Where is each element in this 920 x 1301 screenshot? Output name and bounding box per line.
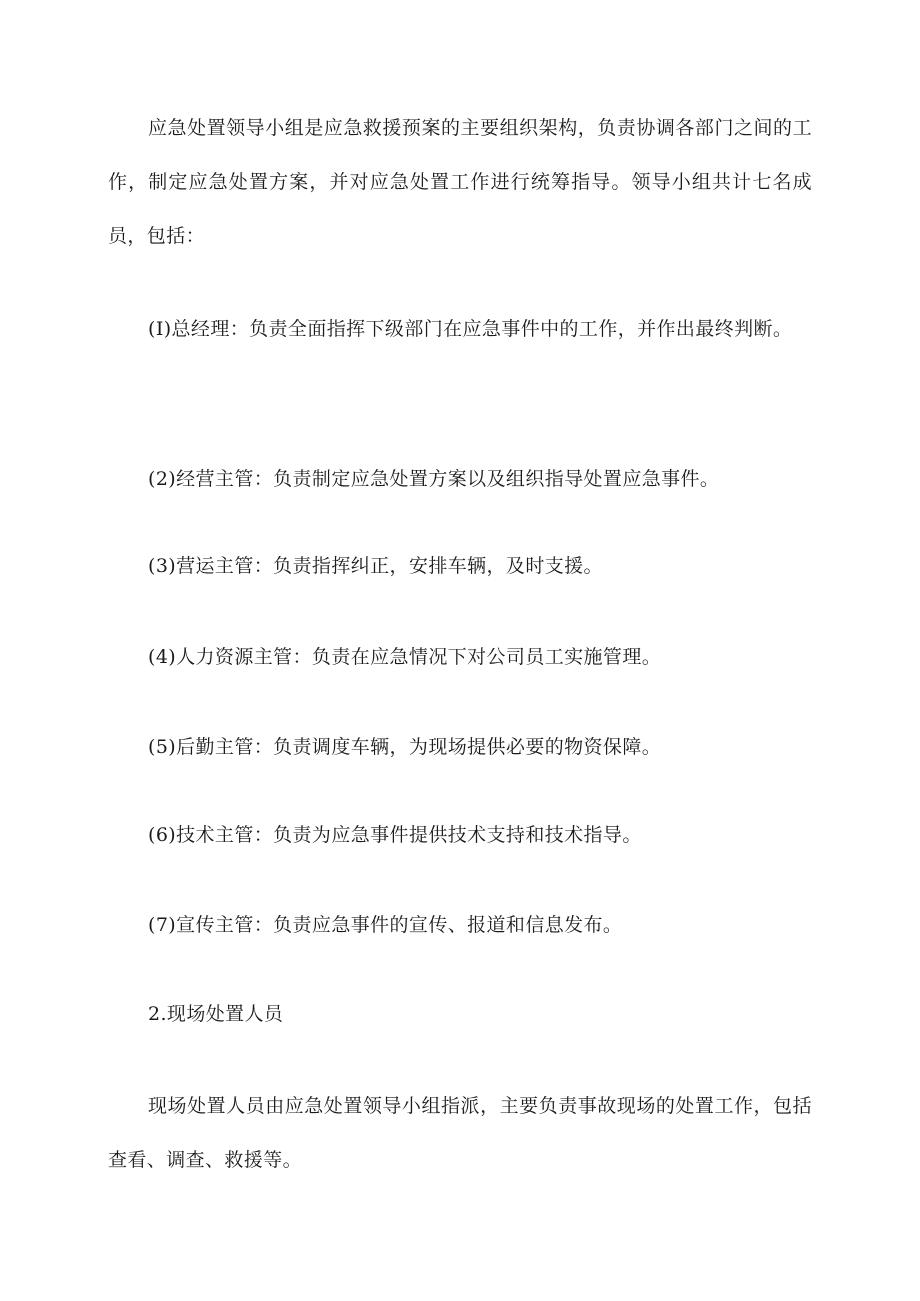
member-item-operations-supervisor: (3)营运主管：负责指挥纠正，安排车辆，及时支援。	[148, 555, 603, 577]
member-item-logistics-supervisor: (5)后勤主管：负责调度车辆，为现场提供必要的物资保障。	[148, 736, 662, 758]
member-item-technical-supervisor: (6)技术主管：负责为应急事件提供技术支持和技术指导。	[148, 824, 642, 846]
member-item-publicity-supervisor: (7)宣传主管：负责应急事件的宣传、报道和信息发布。	[148, 914, 623, 936]
intro-paragraph: 应急处置领导小组是应急救援预案的主要组织架构，负责协调各部门之间的工作，制定应急处置方案，并对应急处置工作进行统筹指导。领导小组共计七名成员，包括：	[108, 117, 812, 247]
member-item-business-supervisor: (2)经营主管：负责制定应急处置方案以及组织指导处置应急事件。	[148, 468, 720, 490]
field-personnel-paragraph: 现场处置人员由应急处置领导小组指派，主要负责事故现场的处置工作，包括查看、调查、救援等。	[108, 1095, 812, 1171]
section-heading: 2.现场处置人员	[148, 1003, 284, 1025]
member-item-general-manager: (I)总经理：负责全面指挥下级部门在应急事件中的工作，并作出最终判断。	[148, 318, 793, 340]
member-item-hr-supervisor: (4)人力资源主管：负责在应急情况下对公司员工实施管理。	[148, 646, 662, 668]
